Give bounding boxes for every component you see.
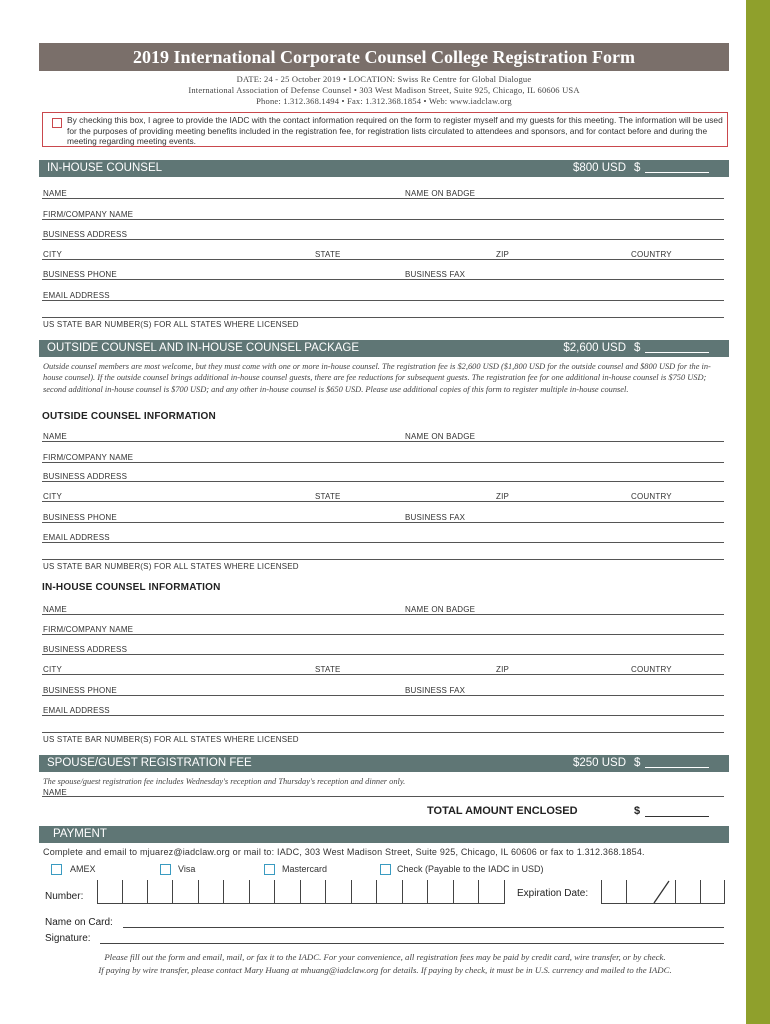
card-digit-divider xyxy=(147,880,148,904)
outside-bar-label: US STATE BAR NUMBER(S) FOR ALL STATES WHERE LICENSED xyxy=(43,562,299,571)
package-amount-field[interactable] xyxy=(645,352,709,353)
card-number-label: Number: xyxy=(45,891,84,902)
pkg-inhouse-fax-label: BUSINESS FAX xyxy=(405,686,466,695)
pkg-inhouse-name-label: NAME xyxy=(43,605,67,614)
name-on-card-label: Name on Card: xyxy=(45,917,113,928)
pkg-inhouse-email-label: EMAIL ADDRESS xyxy=(43,706,110,715)
inhouse-bar-field[interactable] xyxy=(42,317,724,318)
card-digit-divider xyxy=(223,880,224,904)
inhouse-zip-label: ZIP xyxy=(496,250,510,259)
card-digit-divider xyxy=(478,880,479,904)
pkg-inhouse-bar-field[interactable] xyxy=(42,732,724,733)
inhouse-badge-label: NAME ON BADGE xyxy=(405,189,476,198)
spouse-dollar: $ xyxy=(634,757,641,769)
inhouse-bar-label: US STATE BAR NUMBER(S) FOR ALL STATES WHERE LICENSED xyxy=(43,320,299,329)
outside-bar-field[interactable] xyxy=(42,559,724,560)
inhouse-fax-label: BUSINESS FAX xyxy=(405,270,466,279)
pkg-inhouse-name-field[interactable] xyxy=(42,614,724,615)
exp-digit-divider xyxy=(626,880,627,904)
payment-section-header xyxy=(39,826,729,843)
expiration-slash-icon xyxy=(652,880,670,904)
inhouse-city-field[interactable] xyxy=(42,259,724,260)
package-note: Outside counsel members are most welcome, but they must come with one or more in-house counsel. The registration fee is $2,600 USD ($1,800 USD for the outside counsel and $800 USD for the in-house counsel). If the outside counsel brings additional in-house counsel guests, there are fee reductions for subsequent guests. The registration fee for one additional in-house counsel is $750 USD; second additional in-house counsel is $700 USD; and any other in-house counsel is $650 USD. Please use additional copies of this form to register multiple in-house counsel. xyxy=(43,362,711,394)
organization-contact: Phone: 1.312.368.1494 • Fax: 1.312.368.1854 • Web: www.iadclaw.org xyxy=(256,96,512,106)
card-digit-divider xyxy=(376,880,377,904)
outside-state-label: STATE xyxy=(315,492,341,501)
inhouse-email-label: EMAIL ADDRESS xyxy=(43,291,110,300)
outside-fax-label: BUSINESS FAX xyxy=(405,513,466,522)
payment-label: PAYMENT xyxy=(53,828,107,840)
outside-firm-field[interactable] xyxy=(42,462,724,463)
card-digit-divider xyxy=(198,880,199,904)
inhouse-amount-field[interactable] xyxy=(645,172,709,173)
pkg-inhouse-city-label: CITY xyxy=(43,665,63,674)
pkg-inhouse-phone-field[interactable] xyxy=(42,695,724,696)
pkg-inhouse-state-label: STATE xyxy=(315,665,341,674)
inhouse-dollar: $ xyxy=(634,162,641,174)
inhouse-counsel-heading: IN-HOUSE COUNSEL INFORMATION xyxy=(42,582,221,593)
spouse-name-label: NAME xyxy=(43,788,67,797)
card-digit-divider xyxy=(351,880,352,904)
pkg-inhouse-country-label: COUNTRY xyxy=(631,665,672,674)
pkg-inhouse-bar-label: US STATE BAR NUMBER(S) FOR ALL STATES WHERE LICENSED xyxy=(43,735,299,744)
exp-digit-divider xyxy=(724,880,725,904)
card-digit-divider xyxy=(97,880,98,904)
inhouse-label: IN-HOUSE COUNSEL xyxy=(47,162,163,174)
footer-line-1: Please fill out the form and email, mail, or fax it to the IADC. For your convenience, all registration fees may be paid by credit card, wire transfer, or by check. xyxy=(104,952,666,962)
spouse-label: SPOUSE/GUEST REGISTRATION FEE xyxy=(47,757,252,769)
card-digit-divider xyxy=(427,880,428,904)
outside-address-field[interactable] xyxy=(42,481,724,482)
inhouse-email-field[interactable] xyxy=(42,300,724,301)
inhouse-city-label: CITY xyxy=(43,250,63,259)
outside-address-label: BUSINESS ADDRESS xyxy=(43,472,128,481)
outside-phone-field[interactable] xyxy=(42,522,724,523)
inhouse-phone-field[interactable] xyxy=(42,279,724,280)
inhouse-country-label: COUNTRY xyxy=(631,250,672,259)
visa-label: Visa xyxy=(178,864,196,874)
form-title: 2019 International Corporate Counsel College Registration Form xyxy=(39,43,729,71)
inhouse-address-field[interactable] xyxy=(42,239,724,240)
card-digit-divider xyxy=(274,880,275,904)
spouse-name-field[interactable] xyxy=(42,796,724,797)
mastercard-label: Mastercard xyxy=(282,864,328,874)
pkg-inhouse-firm-label: FIRM/COMPANY NAME xyxy=(43,625,134,634)
footer-line-2: If paying by wire transfer, please contact Mary Huang at mhuang@iadclaw.org for details. If paying by check, it must be in U.S. currency and mailed to the IADC. xyxy=(98,964,672,975)
outside-email-label: EMAIL ADDRESS xyxy=(43,533,110,542)
check-label: Check (Payable to the IADC in USD) xyxy=(397,864,544,874)
inhouse-firm-field[interactable] xyxy=(42,219,724,220)
inhouse-address-label: BUSINESS ADDRESS xyxy=(43,230,128,239)
event-date-location: DATE: 24 - 25 October 2019 • LOCATION: Swiss Re Centre for Global Dialogue xyxy=(236,74,532,84)
package-price: $2,600 USD xyxy=(563,342,626,354)
spouse-amount-field[interactable] xyxy=(645,767,709,768)
outside-phone-label: BUSINESS PHONE xyxy=(43,513,117,522)
spouse-price: $250 USD xyxy=(572,757,626,769)
card-digit-divider xyxy=(504,880,505,904)
name-on-card-field[interactable] xyxy=(123,927,724,928)
exp-digit-divider xyxy=(700,880,701,904)
outside-country-label: COUNTRY xyxy=(631,492,672,501)
pkg-inhouse-badge-label: NAME ON BADGE xyxy=(405,605,476,614)
pkg-inhouse-phone-label: BUSINESS PHONE xyxy=(43,686,117,695)
exp-digit-divider xyxy=(601,880,602,904)
outside-city-label: CITY xyxy=(43,492,63,501)
package-dollar: $ xyxy=(634,342,641,354)
expiration-label: Expiration Date: xyxy=(517,888,589,899)
pkg-inhouse-email-field[interactable] xyxy=(42,715,724,716)
consent-checkbox[interactable] xyxy=(52,118,62,128)
outside-email-field[interactable] xyxy=(42,542,724,543)
total-dollar: $ xyxy=(634,805,641,817)
card-digit-divider xyxy=(453,880,454,904)
exp-digit-divider xyxy=(675,880,676,904)
spouse-note: The spouse/guest registration fee includes Wednesday's reception and Thursday's reception and dinner only. xyxy=(43,777,406,786)
card-digit-divider xyxy=(300,880,301,904)
check-checkbox[interactable] xyxy=(380,864,391,875)
card-digit-divider xyxy=(122,880,123,904)
card-digit-divider xyxy=(325,880,326,904)
side-accent-bar xyxy=(746,0,770,1024)
spouse-section-header xyxy=(39,755,729,772)
total-label: TOTAL AMOUNT ENCLOSED xyxy=(427,805,578,817)
inhouse-phone-label: BUSINESS PHONE xyxy=(43,270,117,279)
consent-text: By checking this box, I agree to provide the IADC with the contact information required on the form to register myself and my guests for this meeting. The information will be used for the purposes of providing meeting benefits included in the registration fee, for registration lists circulated to attendees and sponsors, and for contact before and during the meeting regarding meeting events. xyxy=(67,115,723,147)
organization-address: International Association of Defense Counsel • 303 West Madison Street, Suite 925, Chicago, IL 60606 USA xyxy=(188,85,580,95)
outside-counsel-heading: OUTSIDE COUNSEL INFORMATION xyxy=(42,411,216,422)
pkg-inhouse-firm-field[interactable] xyxy=(42,634,724,635)
consent-box xyxy=(42,112,728,147)
pkg-inhouse-zip-label: ZIP xyxy=(496,665,510,674)
inhouse-state-label: STATE xyxy=(315,250,341,259)
outside-city-field[interactable] xyxy=(42,501,724,502)
card-digit-divider xyxy=(172,880,173,904)
inhouse-section-header xyxy=(39,160,729,177)
outside-badge-label: NAME ON BADGE xyxy=(405,432,476,441)
mastercard-checkbox[interactable] xyxy=(264,864,275,875)
pkg-inhouse-city-field[interactable] xyxy=(42,674,724,675)
payment-instructions: Complete and email to mjuarez@iadclaw.org or mail to: IADC, 303 West Madison Street, Suite 925, Chicago, IL 60606 or fax to 1.312.368.1854. xyxy=(43,847,645,857)
total-amount-field[interactable] xyxy=(645,816,709,817)
signature-label: Signature: xyxy=(45,933,91,944)
inhouse-price: $800 USD xyxy=(572,162,626,174)
package-label: OUTSIDE COUNSEL AND IN-HOUSE COUNSEL PACKAGE xyxy=(47,342,360,354)
amex-checkbox[interactable] xyxy=(51,864,62,875)
inhouse-firm-label: FIRM/COMPANY NAME xyxy=(43,210,134,219)
footer-note xyxy=(45,951,725,976)
inhouse-name-field[interactable] xyxy=(42,198,724,199)
amex-label: AMEX xyxy=(70,864,96,874)
signature-field[interactable] xyxy=(100,943,724,944)
pkg-inhouse-address-field[interactable] xyxy=(42,654,724,655)
pkg-inhouse-address-label: BUSINESS ADDRESS xyxy=(43,645,128,654)
card-digit-divider xyxy=(402,880,403,904)
outside-name-field[interactable] xyxy=(42,441,724,442)
inhouse-name-label: NAME xyxy=(43,189,67,198)
package-section-header xyxy=(39,340,729,357)
outside-zip-label: ZIP xyxy=(496,492,510,501)
outside-firm-label: FIRM/COMPANY NAME xyxy=(43,453,134,462)
card-digit-divider xyxy=(249,880,250,904)
outside-name-label: NAME xyxy=(43,432,67,441)
visa-checkbox[interactable] xyxy=(160,864,171,875)
